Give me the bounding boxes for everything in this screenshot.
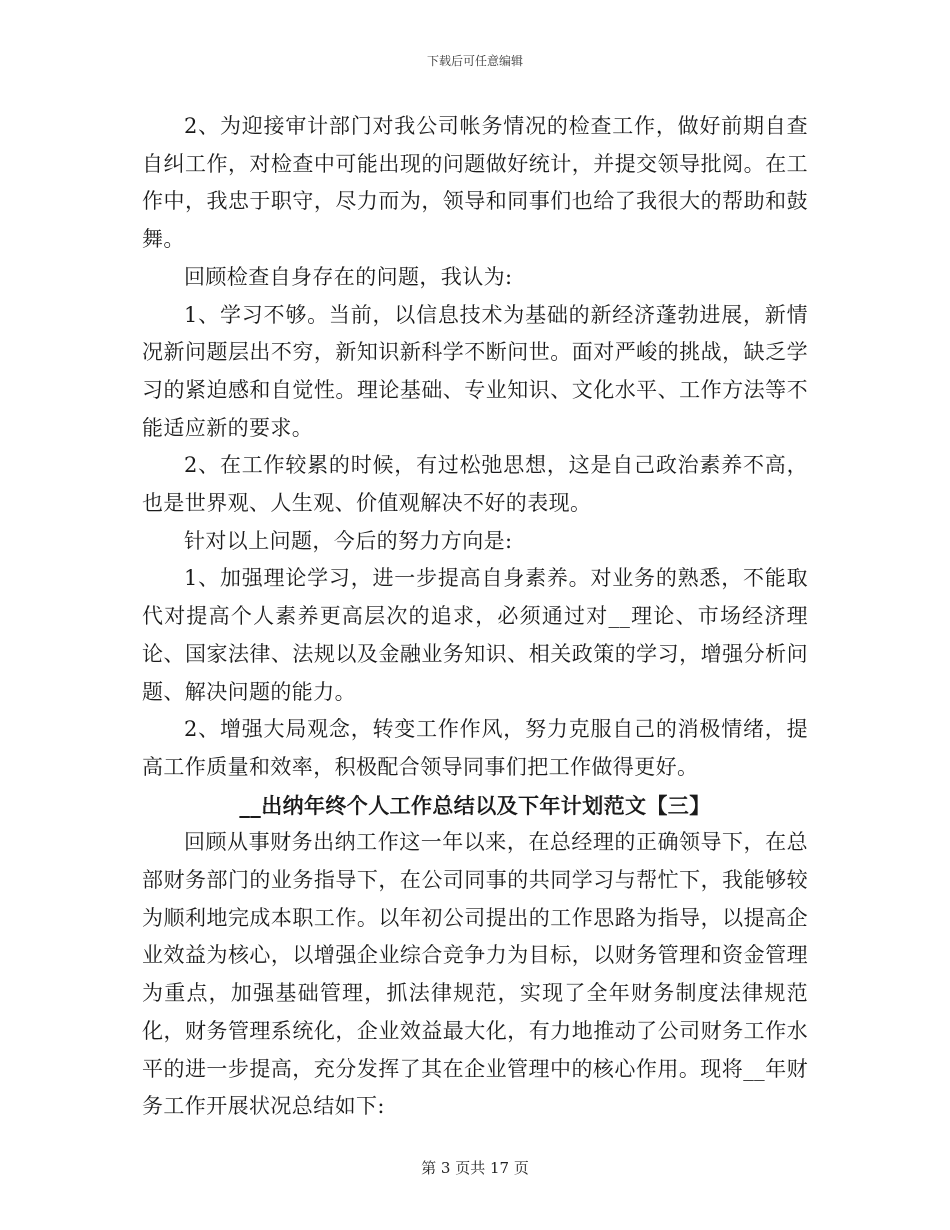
document-body <box>142 108 808 1126</box>
paragraph: 针对以上问题，今后的努力方向是: <box>184 528 513 553</box>
paragraph: 回顾检查自身存在的问题，我认为: <box>184 264 513 289</box>
section-heading: __出纳年终个人工作总结以及下年计划范文【三】 <box>239 792 711 818</box>
paragraph: 2、在工作较累的时候，有过松弛思想，这是自己政治素养不高，也是世界观、人生观、价值观解决不好的表现。 <box>142 453 808 516</box>
paragraph: 回顾从事财务出纳工作这一年以来，在总经理的正确领导下，在总部财务部门的业务指导下，在公司同事的共同学习与帮忙下，我能够较为顺利地完成本职工作。以年初公司提出的工作思路为指导，以提高企业效益为核心，以增强企业综合竞争力为目标，以财务管理和资金管理为重点，加强基础管理，抓法律规范，实现了全年财务制度法律规范化，财务管理系统化，企业效益最大化，有力地推动了公司财务工作水平的进一步提高，充分发挥了其在企业管理中的核心作用。现将__年财务工作开展状况总结如下: <box>142 830 808 1119</box>
paragraph: 2、为迎接审计部门对我公司帐务情况的检查工作，做好前期自查自纠工作，对检查中可能出现的问题做好统计，并提交领导批阅。在工作中，我忠于职守，尽力而为，领导和同事们也给了我很大的帮助和鼓舞。 <box>142 114 808 252</box>
paragraph: 2、增强大局观念，转变工作作风，努力克服自己的消极情绪，提高工作质量和效率，积极配合领导同事们把工作做得更好。 <box>142 717 808 779</box>
page-number: 第 3 页共 17 页 <box>421 1159 529 1177</box>
paragraph: 1、加强理论学习，进一步提高自身素养。对业务的熟悉，不能取代对提高个人素养更高层次的追求，必须通过对__理论、市场经济理论、国家法律、法规以及金融业务知识、相关政策的学习，增强分析问题、解决问题的能力。 <box>142 566 808 704</box>
header-note: 下载后可任意编辑 <box>426 54 523 68</box>
paragraph: 1、学习不够。当前，以信息技术为基础的新经济蓬勃进展，新情况新问题层出不穷，新知识新科学不断问世。面对严峻的挑战，缺乏学习的紧迫感和自觉性。理论基础、专业知识、文化水平、工作方法等不能适应新的要求。 <box>142 302 808 440</box>
